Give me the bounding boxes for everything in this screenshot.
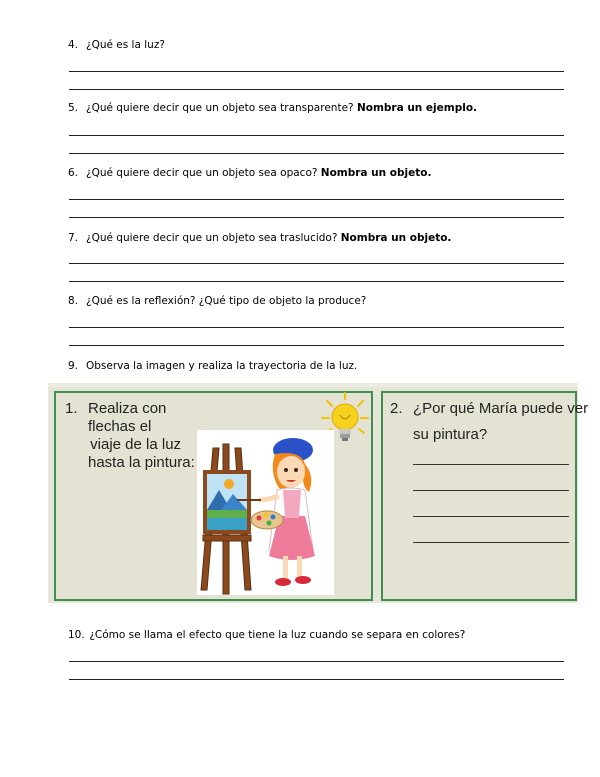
girl-painter-illustration bbox=[197, 430, 334, 595]
painter-scene bbox=[197, 430, 334, 595]
question-text: ¿Cómo se llama el efecto que tiene la luz cuando se separa en colores? bbox=[86, 629, 466, 641]
answer-line[interactable] bbox=[69, 89, 564, 90]
task-1-line-2: flechas el bbox=[88, 418, 152, 435]
answer-line[interactable] bbox=[69, 199, 564, 200]
answer-line[interactable] bbox=[69, 679, 564, 680]
question-text: ¿Qué quiere decir que un objeto sea transparente? bbox=[86, 102, 357, 114]
answer-line[interactable] bbox=[69, 263, 564, 264]
question-number: 5. bbox=[68, 102, 79, 114]
task-2-answer-line[interactable] bbox=[413, 464, 569, 465]
task-2-answer-line[interactable] bbox=[413, 490, 569, 491]
question-text: ¿Qué quiere decir que un objeto sea traslucido? bbox=[86, 232, 341, 244]
answer-line[interactable] bbox=[69, 345, 564, 346]
question-10: 10. ¿Cómo se llama el efecto que tiene la luz cuando se separa en colores? bbox=[68, 629, 466, 641]
task-1-line-3: viaje de la luz bbox=[86, 436, 182, 453]
answer-line[interactable] bbox=[69, 281, 564, 282]
answer-line[interactable] bbox=[69, 217, 564, 218]
answer-line[interactable] bbox=[69, 153, 564, 154]
task-1-line-1: Realiza con bbox=[88, 400, 167, 417]
task-2-answer-line[interactable] bbox=[413, 542, 569, 543]
answer-line[interactable] bbox=[69, 71, 564, 72]
question-bold-text: Nombra un objeto. bbox=[320, 167, 432, 179]
question-4 bbox=[68, 38, 165, 52]
question-number: 8. bbox=[68, 295, 79, 307]
question-text: Observa la imagen y realiza la trayectoria de la luz. bbox=[86, 360, 358, 372]
question-number: 6. bbox=[68, 167, 79, 179]
answer-line[interactable] bbox=[69, 135, 564, 136]
question-bold-text: Nombra un objeto. bbox=[340, 232, 452, 244]
task-2-answer-line[interactable] bbox=[413, 516, 569, 517]
task-2-line-1: ¿Por qué María puede ver bbox=[413, 400, 589, 417]
question-7 bbox=[68, 231, 451, 245]
question-text: ¿Qué es la reflexión? ¿Qué tipo de objeto la produce? bbox=[86, 295, 367, 307]
task-2-box bbox=[381, 391, 577, 601]
answer-line[interactable] bbox=[69, 327, 564, 328]
question-text: ¿Qué es la luz? bbox=[86, 39, 165, 51]
question-6 bbox=[68, 166, 431, 180]
question-9 bbox=[68, 359, 357, 373]
task-1-line-4: hasta la pintura: bbox=[88, 454, 195, 471]
task-2-number: 2. bbox=[390, 400, 403, 417]
task-2-line-2: su pintura? bbox=[413, 426, 488, 443]
question-number: 9. bbox=[68, 360, 79, 372]
question-number: 4. bbox=[68, 39, 79, 51]
question-5 bbox=[68, 101, 477, 115]
question-bold-text: Nombra un ejemplo. bbox=[356, 102, 478, 114]
task-1-number: 1. bbox=[65, 400, 78, 417]
question-text: ¿Qué quiere decir que un objeto sea opaco? bbox=[86, 167, 321, 179]
question-number: 7. bbox=[68, 232, 79, 244]
answer-line[interactable] bbox=[69, 661, 564, 662]
activity-panel-edge bbox=[48, 383, 578, 387]
question-8 bbox=[68, 294, 366, 308]
